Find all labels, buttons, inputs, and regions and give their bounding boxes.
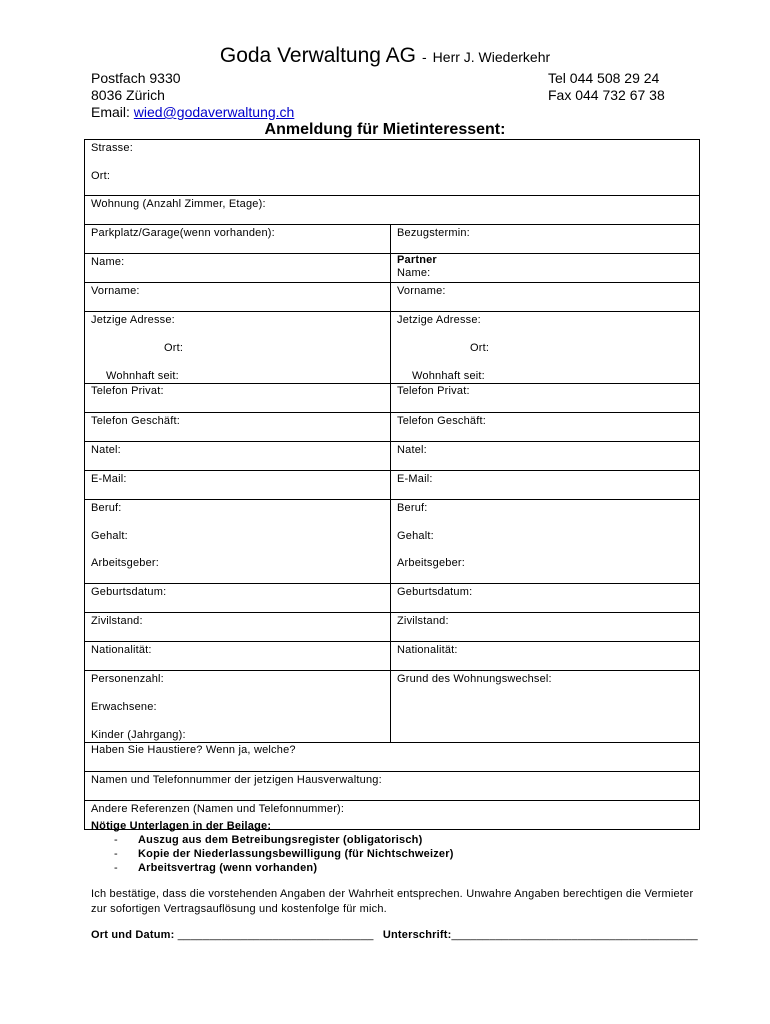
document-item <box>91 833 454 847</box>
wohnhaft-label: Wohnhaft seit: <box>106 370 179 382</box>
signature-blank[interactable]: _______________________________________ <box>451 929 698 941</box>
document-item <box>91 861 454 875</box>
name-field[interactable] <box>85 254 391 283</box>
place-date-label: Ort und Datum: <box>91 929 175 941</box>
partner-heading: Partner <box>397 254 437 266</box>
tel-privat-label: Telefon Privat: <box>91 385 164 397</box>
address-field[interactable] <box>85 140 700 196</box>
email-label: Email: <box>91 104 130 120</box>
documents-heading: Nötige Unterlagen in der Beilage: <box>91 820 272 832</box>
arbeitgeber-label: Arbeitsgeber: <box>91 557 160 569</box>
partner-name-field[interactable] <box>391 254 700 283</box>
bezugstermin-label: Bezugstermin: <box>397 227 470 239</box>
zivilstand-label: Zivilstand: <box>91 615 143 627</box>
gehalt-label: Gehalt: <box>91 530 128 542</box>
signature-line <box>91 929 698 941</box>
partner-tel-geschaeft-field[interactable] <box>391 413 700 442</box>
company-header <box>0 44 770 68</box>
hausverwaltung-field[interactable] <box>85 772 700 801</box>
list-dash: - <box>114 834 118 846</box>
list-dash: - <box>114 862 118 874</box>
parkplatz-label: Parkplatz/Garage(wenn vorhanden): <box>91 227 275 239</box>
erwachsene-label: Erwachsene: <box>91 701 157 713</box>
adresse-field[interactable] <box>85 312 391 384</box>
personenzahl-label: Personenzahl: <box>91 673 164 685</box>
partner-arbeitgeber-label: Arbeitsgeber: <box>397 557 466 569</box>
partner-nationalitaet-field[interactable] <box>391 642 700 671</box>
partner-geburtsdatum-label: Geburtsdatum: <box>397 586 473 598</box>
partner-adresse-label: Jetzige Adresse: <box>397 314 481 326</box>
referenzen-label: Andere Referenzen (Namen und Telefonnummer): <box>91 803 345 815</box>
email-line <box>91 104 294 121</box>
beruf-field[interactable] <box>85 500 391 584</box>
name-label: Name: <box>91 256 125 268</box>
tel-geschaeft-field[interactable] <box>85 413 391 442</box>
wohnung-label: Wohnung (Anzahl Zimmer, Etage): <box>91 198 266 210</box>
partner-geburtsdatum-field[interactable] <box>391 584 700 613</box>
partner-tel-geschaeft-label: Telefon Geschäft: <box>397 415 487 427</box>
document-item-label: Auszug aus dem Betreibungsregister (obligatorisch) <box>138 834 423 846</box>
signature-label: Unterschrift: <box>382 929 452 941</box>
contact-person: Herr J. Wiederkehr <box>432 49 551 65</box>
partner-nationalitaet-label: Nationalität: <box>397 644 458 656</box>
tel-geschaeft-label: Telefon Geschäft: <box>91 415 181 427</box>
adresse-label: Jetzige Adresse: <box>91 314 175 326</box>
partner-natel-label: Natel: <box>397 444 427 456</box>
partner-name-label: Name: <box>397 267 431 279</box>
haustiere-label: Haben Sie Haustiere? Wenn ja, welche? <box>91 744 296 756</box>
header-separator: - <box>422 49 427 65</box>
partner-vorname-label: Vorname: <box>397 285 446 297</box>
grund-field[interactable] <box>391 671 700 743</box>
company-name: Goda Verwaltung AG <box>219 44 416 67</box>
adresse-ort-label: Ort: <box>164 342 184 354</box>
partner-wohnhaft-label: Wohnhaft seit: <box>412 370 485 382</box>
application-form <box>84 139 700 830</box>
partner-gehalt-label: Gehalt: <box>397 530 434 542</box>
zivilstand-field[interactable] <box>85 613 391 642</box>
partner-email-label: E-Mail: <box>397 473 433 485</box>
address-block <box>91 70 294 121</box>
hausverwaltung-label: Namen und Telefonnummer der jetzigen Hausverwaltung: <box>91 774 382 786</box>
nationalitaet-label: Nationalität: <box>91 644 152 656</box>
nationalitaet-field[interactable] <box>85 642 391 671</box>
phone-block <box>548 70 665 104</box>
partner-adresse-field[interactable] <box>391 312 700 384</box>
required-documents <box>91 819 454 875</box>
fax-number: Fax 044 732 67 38 <box>548 87 665 103</box>
kinder-label: Kinder (Jahrgang): <box>91 729 186 741</box>
vorname-field[interactable] <box>85 283 391 312</box>
email-field-label: E-Mail: <box>91 473 127 485</box>
email-field[interactable] <box>85 471 391 500</box>
partner-tel-privat-field[interactable] <box>391 384 700 413</box>
list-dash: - <box>114 848 118 860</box>
postfach: Postfach 9330 <box>91 70 181 86</box>
geburtsdatum-field[interactable] <box>85 584 391 613</box>
partner-zivilstand-field[interactable] <box>391 613 700 642</box>
wohnung-field[interactable] <box>85 196 700 225</box>
partner-zivilstand-label: Zivilstand: <box>397 615 449 627</box>
partner-adresse-ort-label: Ort: <box>470 342 490 354</box>
grund-label: Grund des Wohnungswechsel: <box>397 673 552 685</box>
partner-email-field[interactable] <box>391 471 700 500</box>
ort-label: Ort: <box>91 170 111 182</box>
vorname-label: Vorname: <box>91 285 140 297</box>
parkplatz-field[interactable] <box>85 225 391 254</box>
document-item <box>91 847 454 861</box>
city: 8036 Zürich <box>91 87 165 103</box>
document-item-label: Kopie der Niederlassungsbewilligung (für Nichtschweizer) <box>138 848 454 860</box>
strasse-label: Strasse: <box>91 142 133 154</box>
tel-number: Tel 044 508 29 24 <box>548 70 660 86</box>
natel-label: Natel: <box>91 444 121 456</box>
place-date-blank[interactable]: _______________________________ <box>177 929 374 941</box>
natel-field[interactable] <box>85 442 391 471</box>
confirmation-text: Ich bestätige, dass die vorstehenden Angaben der Wahrheit entsprechen. Unwahre Angaben berechtigen die Vermieter zur sofortigen Vertragsauflösung und kostenfolge für mich. <box>91 888 694 915</box>
tel-privat-field[interactable] <box>85 384 391 413</box>
partner-natel-field[interactable] <box>391 442 700 471</box>
partner-tel-privat-label: Telefon Privat: <box>397 385 470 397</box>
personenzahl-field[interactable] <box>85 671 391 743</box>
partner-beruf-label: Beruf: <box>397 502 428 514</box>
form-title: Anmeldung für Mietinteressent: <box>264 121 506 138</box>
beruf-label: Beruf: <box>91 502 122 514</box>
partner-vorname-field[interactable] <box>391 283 700 312</box>
bezugstermin-field[interactable] <box>391 225 700 254</box>
haustiere-field[interactable] <box>85 743 700 772</box>
geburtsdatum-label: Geburtsdatum: <box>91 586 167 598</box>
email-link[interactable]: wied@godaverwaltung.ch <box>133 104 295 120</box>
document-item-label: Arbeitsvertrag (wenn vorhanden) <box>138 862 318 874</box>
partner-beruf-field[interactable] <box>391 500 700 584</box>
